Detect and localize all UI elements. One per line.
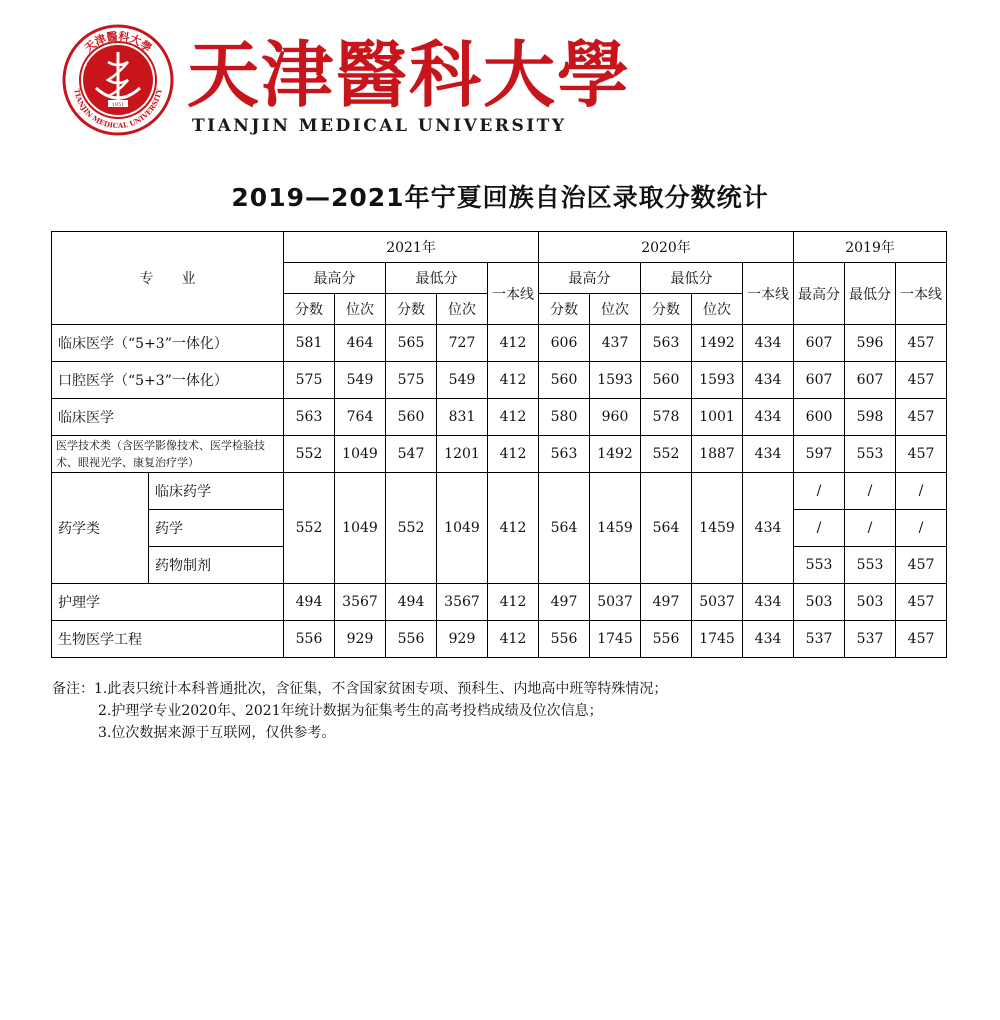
sub-major-name: 药物制剂 [149,547,284,584]
university-header [62,24,632,144]
footnotes [52,678,667,744]
min-score-header: 最低分 [386,263,488,294]
year-2020-header: 2020年 [539,232,794,263]
cutoff-line-header: 一本线 [896,263,947,325]
score-header: 分数 [386,294,437,325]
value-cell: 434 [743,473,794,584]
university-name-cn: 天津醫科大學 [187,32,632,117]
value-cell: 575 [386,362,437,399]
value-cell: 434 [743,436,794,473]
value-cell: / [896,510,947,547]
value-cell: 412 [488,362,539,399]
svg-text:TIANJIN MEDICAL UNIVERSITY: TIANJIN MEDICAL UNIVERSITY [72,87,164,131]
value-cell: 1745 [590,621,641,658]
value-cell: 1459 [590,473,641,584]
value-cell: / [794,510,845,547]
value-cell: 1593 [590,362,641,399]
min-score-header: 最低分 [641,263,743,294]
value-cell: 497 [641,584,692,621]
value-cell: 563 [284,399,335,436]
value-cell: 552 [386,473,437,584]
value-cell: 596 [845,325,896,362]
value-cell: 464 [335,325,386,362]
value-cell: 1049 [335,436,386,473]
table-row [52,399,947,436]
value-cell: 556 [386,621,437,658]
value-cell: 457 [896,621,947,658]
major-name: 口腔医学（“5+3”一体化） [52,362,284,399]
value-cell: 580 [539,399,590,436]
cutoff-line-header: 一本线 [743,263,794,325]
value-cell: 494 [284,584,335,621]
value-cell: 727 [437,325,488,362]
major-name: 临床医学（“5+3”一体化） [52,325,284,362]
pharmacy-group-name: 药学类 [52,473,149,584]
value-cell: 1001 [692,399,743,436]
value-cell: 5037 [692,584,743,621]
rank-header: 位次 [692,294,743,325]
value-cell: 552 [284,473,335,584]
rank-header: 位次 [335,294,386,325]
value-cell: 457 [896,362,947,399]
value-cell: 553 [845,547,896,584]
value-cell: 457 [896,584,947,621]
value-cell: 457 [896,547,947,584]
value-cell: 607 [845,362,896,399]
value-cell: 1049 [335,473,386,584]
table-row [52,325,947,362]
value-cell: 412 [488,473,539,584]
value-cell: 564 [539,473,590,584]
value-cell: 563 [539,436,590,473]
score-header: 分数 [284,294,335,325]
major-header: 专 业 [52,232,284,325]
value-cell: 553 [845,436,896,473]
value-cell: 1459 [692,473,743,584]
sub-major-name: 临床药学 [149,473,284,510]
value-cell: / [896,473,947,510]
min-score-header: 最低分 [845,263,896,325]
value-cell: 549 [335,362,386,399]
value-cell: 606 [539,325,590,362]
university-name-en: TIANJIN MEDICAL UNIVERSITY [192,116,567,136]
svg-text:天津醫科大學: 天津醫科大學 [81,29,155,55]
value-cell: 434 [743,399,794,436]
year-2019-header: 2019年 [794,232,947,263]
value-cell: 553 [794,547,845,584]
value-cell: 434 [743,584,794,621]
value-cell: 564 [641,473,692,584]
value-cell: 412 [488,584,539,621]
table-row [52,473,947,510]
value-cell: 412 [488,325,539,362]
score-header: 分数 [539,294,590,325]
value-cell: 1593 [692,362,743,399]
value-cell: / [845,473,896,510]
value-cell: 556 [284,621,335,658]
value-cell: 494 [386,584,437,621]
footnote-2: 2.护理学专业2020年、2021年统计数据为征集考生的高考投档成绩及位次信息； [98,703,603,719]
value-cell: 556 [641,621,692,658]
major-name: 临床医学 [52,399,284,436]
value-cell: 552 [641,436,692,473]
admission-score-table [51,231,947,658]
value-cell: 434 [743,325,794,362]
major-name: 生物医学工程 [52,621,284,658]
value-cell: 3567 [335,584,386,621]
value-cell: 764 [335,399,386,436]
sub-major-name: 药学 [149,510,284,547]
table-row [52,362,947,399]
value-cell: 437 [590,325,641,362]
header-row-years [52,232,947,263]
year-2021-header: 2021年 [284,232,539,263]
value-cell: 929 [335,621,386,658]
value-cell: 503 [794,584,845,621]
value-cell: 497 [539,584,590,621]
value-cell: 563 [641,325,692,362]
value-cell: 929 [437,621,488,658]
value-cell: 537 [845,621,896,658]
major-name: 护理学 [52,584,284,621]
value-cell: 434 [743,621,794,658]
university-seal-logo [62,24,174,136]
value-cell: 578 [641,399,692,436]
value-cell: 575 [284,362,335,399]
value-cell: 1492 [590,436,641,473]
value-cell: 537 [794,621,845,658]
value-cell: 5037 [590,584,641,621]
value-cell: 560 [386,399,437,436]
value-cell: / [794,473,845,510]
value-cell: 1745 [692,621,743,658]
major-name: 医学技术类（含医学影像技术、医学检验技术、眼视光学、康复治疗学） [52,436,284,473]
footnote-3: 3.位次数据来源于互联网，仅供参考。 [98,725,336,741]
value-cell: 1492 [692,325,743,362]
value-cell: 434 [743,362,794,399]
value-cell: 831 [437,399,488,436]
value-cell: 560 [641,362,692,399]
footnote-1: 备注：1.此表只统计本科普通批次，含征集，不含国家贫困专项、预科生、内地高中班等特殊情况； [52,681,668,697]
max-score-header: 最高分 [539,263,641,294]
value-cell: 560 [539,362,590,399]
value-cell: / [845,510,896,547]
value-cell: 457 [896,325,947,362]
rank-header: 位次 [590,294,641,325]
value-cell: 607 [794,362,845,399]
value-cell: 598 [845,399,896,436]
table-row [52,584,947,621]
value-cell: 457 [896,399,947,436]
score-header: 分数 [641,294,692,325]
rank-header: 位次 [437,294,488,325]
value-cell: 412 [488,436,539,473]
page-title: 2019—2021年宁夏回族自治区录取分数统计 [231,183,769,212]
value-cell: 547 [386,436,437,473]
value-cell: 565 [386,325,437,362]
value-cell: 457 [896,436,947,473]
svg-text:1951: 1951 [111,102,125,108]
value-cell: 3567 [437,584,488,621]
max-score-header: 最高分 [284,263,386,294]
value-cell: 556 [539,621,590,658]
max-score-header: 最高分 [794,263,845,325]
value-cell: 1201 [437,436,488,473]
value-cell: 552 [284,436,335,473]
value-cell: 607 [794,325,845,362]
value-cell: 549 [437,362,488,399]
value-cell: 503 [845,584,896,621]
value-cell: 412 [488,621,539,658]
value-cell: 600 [794,399,845,436]
value-cell: 597 [794,436,845,473]
value-cell: 581 [284,325,335,362]
value-cell: 1049 [437,473,488,584]
value-cell: 960 [590,399,641,436]
value-cell: 1887 [692,436,743,473]
table-row [52,436,947,473]
table-row [52,621,947,658]
cutoff-line-header: 一本线 [488,263,539,325]
value-cell: 412 [488,399,539,436]
